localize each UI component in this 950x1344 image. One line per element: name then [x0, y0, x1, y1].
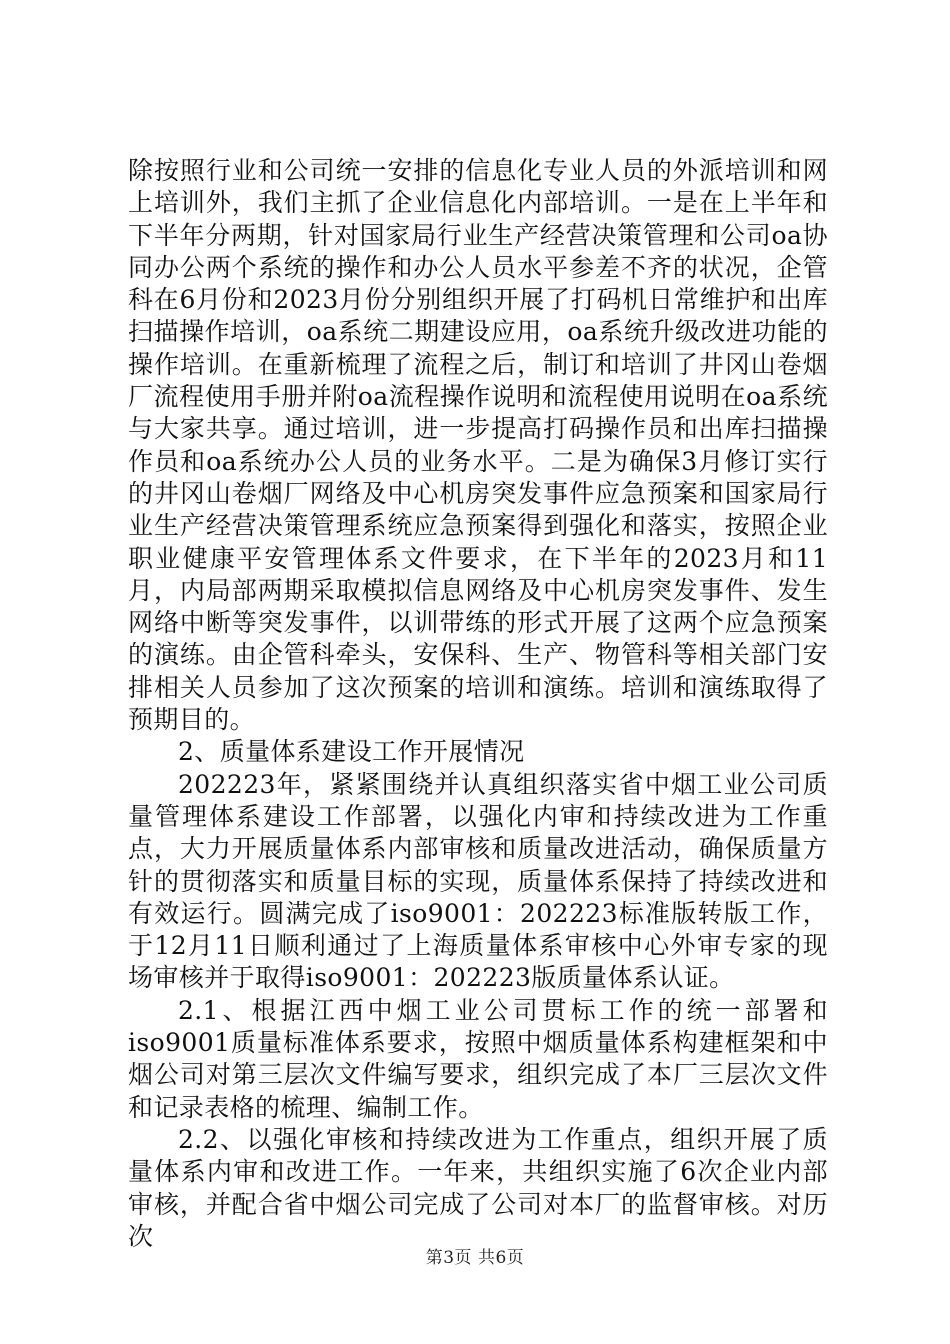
page-footer: 第3页 共6页: [425, 1248, 525, 1268]
paragraph-training: 除按照行业和公司统一安排的信息化专业人员的外派培训和网上培训外，我们主抓了企业信息化内部培训。一是在上半年和下半年分两期，针对国家局行业生产经营决策管理和公司oa协同办公两个系统的操作和办公人员水平参差不齐的状况，企管科在6月份和2023月份分别组织开展了打码机日常维护和出库扫描操作培训，oa系统二期建设应用，oa系统升级改进功能的操作培训。在重新梳理了流程之后，制订和培训了井冈山卷烟厂流程使用手册并附oa流程操作说明和流程使用说明在oa系统与大家共享。通过培训，进一步提高打码操作员和出库扫描操作员和oa系统办公人员的业务水平。二是为确保3月修订实行的井冈山卷烟厂网络及中心机房突发事件应急预案和国家局行业生产经营决策管理系统应急预案得到强化和落实，按照企业职业健康平安管理体系文件要求，在下半年的2023月和11月，内局部两期采取模拟信息网络及中心机房突发事件、发生网络中断等突发事件，以训带练的形式开展了这两个应急预案的演练。由企管科牵头，安保科、生产、物管科等相关部门安排相关人员参加了这次预案的培训和演练。培训和演练取得了预期目的。: [128, 156, 828, 735]
paragraph-quality-system: 202223年，紧紧围绕并认真组织落实省中烟工业公司质量管理体系建设工作部署，以强化内审和持续改进为工作重点，大力开展质量体系内部审核和质量改进活动，确保质量方针的贯彻落实和质量目标的实现，质量体系保持了持续改进和有效运行。圆满完成了iso9001：202223标准版转版工作，于12月11日顺利通过了上海质量体系审核中心外审专家的现场审核并于取得iso9001：202223版质量体系认证。: [128, 769, 828, 993]
section-heading-quality-system: 2、质量体系建设工作开展情况: [178, 737, 525, 767]
paragraph-item-2-2: 2.2、以强化审核和持续改进为工作重点，组织开展了质量体系内审和改进工作。一年来，共组织实施了6次企业内部审核，并配合省中烟公司完成了公司对本厂的监督审核。对历次: [128, 1124, 828, 1251]
paragraph-item-2-1: 2.1、根据江西中烟工业公司贯标工作的统一部署和iso9001质量标准体系要求，按照中烟质量体系构建框架和中烟公司对第三层次文件编写要求，组织完成了本厂三层次文件和记录表格的梳理、编制工作。: [128, 995, 828, 1122]
document-body: [128, 155, 828, 1253]
